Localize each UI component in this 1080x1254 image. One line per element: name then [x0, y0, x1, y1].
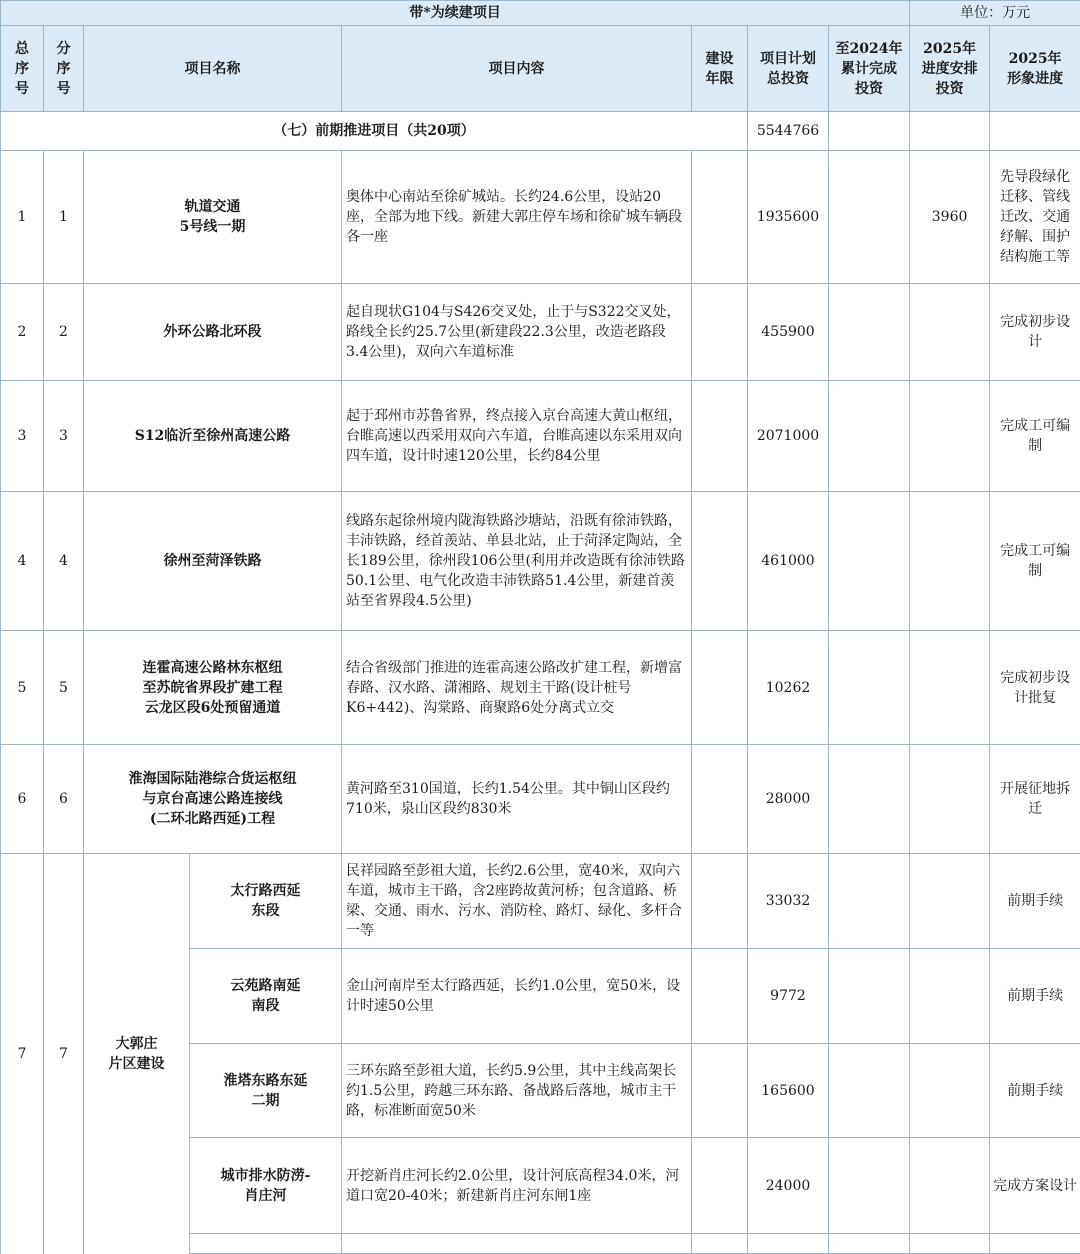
period-cell: [692, 854, 748, 949]
cumulative-2024-cell: [829, 381, 910, 492]
cumulative-2024-cell: [829, 745, 910, 854]
planned-total-cell: 28000: [748, 745, 829, 854]
planned-total-cell: 33032: [748, 854, 829, 949]
project-content-cell: 三环东路至彭祖大道，长约5.9公里，其中主线高架长约1.5公里，跨越三环东路、备战路后落地，城市主干路，标准断面宽50米: [342, 1044, 692, 1138]
sub-seq-cell: 4: [44, 492, 84, 631]
total-seq-cell: 4: [1, 492, 44, 631]
empty-cell: [748, 1234, 829, 1254]
project-content-cell: 结合省级部门推进的连霍高速公路改扩建工程，新增富春路、汉水路、潇湘路、规划主干路(设计桩号K6+442)、沟棠路、商聚路6处分离式立交: [342, 631, 692, 745]
period-cell: [692, 1138, 748, 1234]
sub-project-row: [1, 854, 1080, 949]
planned-total-cell: 9772: [748, 949, 829, 1044]
project-content-cell: 民祥园路至彭祖大道，长约2.6公里，宽40米，双向六车道，城市主干路，含2座跨故黄河桥；包含道路、桥梁、交通、雨水、污水、消防栓、路灯、绿化、多杆合一等: [342, 854, 692, 949]
table-row: [1, 745, 1080, 854]
col-planned-total: 项目计划 总投资: [748, 26, 829, 112]
sub-project-name-cell: 淮塔东路东延 二期: [190, 1044, 342, 1138]
empty-cell: [692, 1234, 748, 1254]
cumulative-2024-cell: [829, 1138, 910, 1234]
project-name-cell: 外环公路北环段: [84, 284, 342, 381]
empty-cell: [190, 1234, 342, 1254]
table-row: [1, 284, 1080, 381]
group-row: [1, 112, 1080, 151]
col-plan-2025: 2025年 进度安排 投资: [910, 26, 990, 112]
project-name-cell: 淮海国际陆港综合货运枢纽 与京台高速公路连接线 (二环北路西延)工程: [84, 745, 342, 854]
project-name-cell: S12临沂至徐州高速公路: [84, 381, 342, 492]
planned-total-cell: 24000: [748, 1138, 829, 1234]
unit-label: 单位：万元: [910, 1, 1080, 26]
plan-2025-cell: [910, 1138, 990, 1234]
period-cell: [692, 492, 748, 631]
sub-project-name-cell: 云苑路南延 南段: [190, 949, 342, 1044]
cumulative-2024-cell: [829, 1044, 910, 1138]
planned-total-cell: 2071000: [748, 381, 829, 492]
col-progress-2025: 2025年 形象进度: [990, 26, 1080, 112]
group-progress-2025: [990, 112, 1080, 151]
table-row: [1, 381, 1080, 492]
sub-project-name-cell: 太行路西延 东段: [190, 854, 342, 949]
table-row: [1, 492, 1080, 631]
column-header-row: [1, 26, 1080, 112]
table-row: [1, 151, 1080, 284]
project-name-cell: 徐州至菏泽铁路: [84, 492, 342, 631]
total-seq-cell: 6: [1, 745, 44, 854]
plan-2025-cell: 3960: [910, 151, 990, 284]
plan-2025-cell: [910, 854, 990, 949]
continued-note: 带*为续建项目: [1, 1, 910, 26]
banner-row: [1, 1, 1080, 26]
group-planned-total: 5544766: [748, 112, 829, 151]
planned-total-cell: 165600: [748, 1044, 829, 1138]
project-content-cell: 线路东起徐州境内陇海铁路沙塘站，沿既有徐沛铁路，丰沛铁路，经首羡站、单县北站，止于菏泽定陶站，全长189公里，徐州段106公里(利用并改造既有徐沛铁路50.1公里、电气化改造丰沛铁路51.4公里，新建首羡站至省界段4.5公里): [342, 492, 692, 631]
progress-2025-cell: 前期手续: [990, 854, 1080, 949]
col-period: 建设 年限: [692, 26, 748, 112]
table-row: [1, 631, 1080, 745]
sub-seq-cell: 1: [44, 151, 84, 284]
planned-total-cell: 455900: [748, 284, 829, 381]
period-cell: [692, 284, 748, 381]
group-name-cell: 大郭庄 片区建设: [84, 854, 190, 1254]
progress-2025-cell: 完成方案设计: [990, 1138, 1080, 1234]
empty-cell: [990, 1234, 1080, 1254]
project-name-cell: 轨道交通 5号线一期: [84, 151, 342, 284]
planned-total-cell: 10262: [748, 631, 829, 745]
plan-2025-cell: [910, 381, 990, 492]
progress-2025-cell: 完成初步设计批复: [990, 631, 1080, 745]
col-cumulative-2024: 至2024年 累计完成 投资: [829, 26, 910, 112]
project-content-cell: 起自现状G104与S426交叉处，止于与S322交叉处，路线全长约25.7公里(新建段22.3公里，改造老路段3.4公里)，双向六车道标准: [342, 284, 692, 381]
group-cumulative-2024: [829, 112, 910, 151]
progress-2025-cell: 完成工可编制: [990, 381, 1080, 492]
rows-body: [1, 151, 1080, 1254]
period-cell: [692, 151, 748, 284]
empty-cell: [829, 1234, 910, 1254]
progress-2025-cell: 先导段绿化迁移、管线迁改、交通纾解、围护结构施工等: [990, 151, 1080, 284]
plan-2025-cell: [910, 1044, 990, 1138]
empty-cell: [910, 1234, 990, 1254]
group-plan-2025: [910, 112, 990, 151]
progress-2025-cell: 开展征地拆迁: [990, 745, 1080, 854]
cumulative-2024-cell: [829, 949, 910, 1044]
period-cell: [692, 949, 748, 1044]
period-cell: [692, 631, 748, 745]
project-content-cell: 奥体中心南站至徐矿城站。长约24.6公里，设站20座，全部为地下线。新建大郭庄停车场和徐矿城车辆段各一座: [342, 151, 692, 284]
project-content-cell: 金山河南岸至太行路西延，长约1.0公里，宽50米，设计时速50公里: [342, 949, 692, 1044]
planned-total-cell: 461000: [748, 492, 829, 631]
col-sub-seq: 分 序 号: [44, 26, 84, 112]
plan-2025-cell: [910, 284, 990, 381]
empty-cell: [342, 1234, 692, 1254]
period-cell: [692, 381, 748, 492]
progress-2025-cell: 完成工可编制: [990, 492, 1080, 631]
period-cell: [692, 1044, 748, 1138]
group-label: （七）前期推进项目（共20项）: [1, 112, 748, 151]
planned-total-cell: 1935600: [748, 151, 829, 284]
sub-project-name-cell: 城市排水防涝- 肖庄河: [190, 1138, 342, 1234]
cumulative-2024-cell: [829, 284, 910, 381]
sub-seq-cell: 6: [44, 745, 84, 854]
sub-seq-cell: 5: [44, 631, 84, 745]
sub-seq-cell: 7: [44, 854, 84, 1254]
total-seq-cell: 7: [1, 854, 44, 1254]
cumulative-2024-cell: [829, 151, 910, 284]
plan-2025-cell: [910, 631, 990, 745]
cumulative-2024-cell: [829, 631, 910, 745]
progress-2025-cell: 完成初步设计: [990, 284, 1080, 381]
plan-2025-cell: [910, 745, 990, 854]
project-content-cell: 起于邳州市苏鲁省界，终点接入京台高速大黄山枢纽，台睢高速以西采用双向六车道，台睢高速以东采用双向四车道，设计时速120公里，长约84公里: [342, 381, 692, 492]
total-seq-cell: 2: [1, 284, 44, 381]
project-content-cell: 黄河路至310国道，长约1.54公里。其中铜山区段约710米，泉山区段约830米: [342, 745, 692, 854]
col-name: 项目名称: [84, 26, 342, 112]
cumulative-2024-cell: [829, 492, 910, 631]
sub-seq-cell: 3: [44, 381, 84, 492]
progress-2025-cell: 前期手续: [990, 1044, 1080, 1138]
progress-2025-cell: 前期手续: [990, 949, 1080, 1044]
project-name-cell: 连霍高速公路林东枢纽 至苏皖省界段扩建工程 云龙区段6处预留通道: [84, 631, 342, 745]
project-content-cell: 开挖新肖庄河长约2.0公里，设计河底高程34.0米，河道口宽20-40米；新建新肖庄河东闸1座: [342, 1138, 692, 1234]
sub-seq-cell: 2: [44, 284, 84, 381]
col-content: 项目内容: [342, 26, 692, 112]
plan-2025-cell: [910, 949, 990, 1044]
cumulative-2024-cell: [829, 854, 910, 949]
total-seq-cell: 3: [1, 381, 44, 492]
col-total-seq: 总 序 号: [1, 26, 44, 112]
total-seq-cell: 1: [1, 151, 44, 284]
plan-2025-cell: [910, 492, 990, 631]
period-cell: [692, 745, 748, 854]
total-seq-cell: 5: [1, 631, 44, 745]
